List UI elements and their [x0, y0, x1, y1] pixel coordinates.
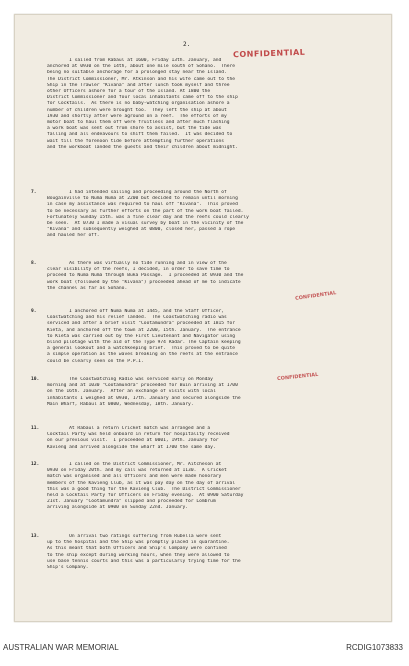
document-page — [14, 14, 392, 622]
text-line: for Cocktails. As there is no baby-watching organisation ashore a — [47, 101, 230, 107]
paragraph-number: 10. — [31, 377, 40, 382]
page-number: 2. — [183, 41, 191, 48]
text-line: Bougainville to Numa Numa at 2200 but decided to remain until morning — [47, 196, 238, 202]
paragraph-number: 9. — [31, 309, 37, 314]
text-line: held a Cocktail Party for Officers on Friday evening. At 0900 Saturday — [47, 493, 244, 499]
text-line: a work boat was sent out from shore to assist, but the tide was — [47, 126, 222, 132]
text-line: work boat (followed by the "Kivana") proceeded ahead of me to indicate — [47, 279, 241, 285]
text-line: morning and at 1030 "Cootamundra" proceeded for Buin arriving at 1700 — [47, 383, 238, 389]
text-line: on our previous visit. I proceeded at 0001, 19th. January for — [47, 438, 219, 444]
text-line: and hauled her off. — [47, 233, 100, 239]
text-line: On arrival two ratings suffering from Rubella were sent — [47, 534, 222, 539]
text-line: 0930 on Friday 20th. and my call was returned at 1130. A Cricket — [47, 468, 227, 474]
text-line: to Kieta was carried out by the First Lieutenant and Navigator using — [47, 333, 236, 339]
text-line: wait till the forenoon tide before attempting further operations — [47, 138, 225, 144]
text-line: to the ship except during working hours, when they were allowed to — [47, 552, 230, 558]
text-line: blind pilotage with the aid of the Type 974 Radar. The Captain keeping — [47, 340, 241, 346]
paragraph-number: 8. — [31, 261, 37, 266]
text-line: motor boat to haul them off were fruitless and after much flashing — [47, 120, 230, 126]
text-line: be seen. At 0730 I made a visual survey by boat in the vicinity of the — [47, 221, 244, 227]
text-line: As this meant that both Officers and Ship's Company were confined — [47, 546, 227, 552]
text-line: could be clearly seen on the P.P.I. — [47, 358, 144, 364]
text-line: being no suitable anchorage for a prolonged stay near the Island. — [47, 70, 227, 76]
text-line: Kavieng and arrived alongside the wharf at 1700 the same day. — [47, 444, 216, 450]
text-line: At Rabaul a return Cricket match was arranged and a — [47, 426, 211, 431]
text-line: 1930 and shortly after were aground on a reef. The efforts of my — [47, 113, 227, 119]
text-line: the channel as far as Sohano. — [47, 285, 128, 291]
text-line: a simple operation as the waves breaking on the reefs at the entrance — [47, 352, 238, 358]
paragraph — [31, 462, 377, 512]
text-line: and the workboat landed the guests and their children about midnight. — [47, 144, 238, 150]
paragraph — [31, 309, 377, 365]
text-line: up to the hospital and the Ship was promptly placed in quarantine. — [47, 540, 230, 546]
text-line: Main Wharf, Rabaul at 0800, Wednesday, 18th. January. — [47, 401, 194, 407]
paragraph — [31, 261, 377, 292]
text-line: this was a good thing for the Kavieng Club. The District Commissioner — [47, 486, 241, 492]
text-line: a general lookout and a watchkeeping brief. This proved to be quite — [47, 346, 236, 352]
paragraph — [47, 58, 377, 151]
text-line: falling and all endeavours to shift them failed. It was decided to — [47, 132, 233, 138]
text-line: number of children were brought too. They left the ship at about — [47, 107, 227, 113]
text-line: inhabitants I weighed at 0930, 17th. January and secured alongside the — [47, 395, 241, 401]
text-line: Coastwatching and his relief landed. The Coastwatching radio was — [47, 315, 227, 321]
text-line: in case my assistance was required to haul off "Kivana". This proved — [47, 202, 238, 208]
paragraph-number: 11. — [31, 426, 40, 431]
text-line: other Officers ashore for a tour of the Island. At 1800 the — [47, 89, 211, 95]
text-line: As there was virtually no tide running and in view of the — [47, 261, 227, 266]
text-line: clear visibility of the reefs, I decided, in order to save time to — [47, 267, 230, 273]
paragraph — [31, 534, 377, 571]
text-line: serviced and after a brief visit "Cootamundra" proceeded at 1815 for — [47, 321, 236, 327]
paragraph-number: 13. — [31, 534, 40, 539]
text-line: Cocktail Party was held onboard in return for hospitality received — [47, 432, 230, 438]
footer-record-id: RCDIG1073833 — [346, 643, 403, 652]
text-line: arriving alongside at 0900 on Sunday 22nd. January. — [47, 505, 189, 511]
text-line: members of the Kavieng Club, as it was pay day on the day of arrival — [47, 480, 236, 486]
paragraph — [31, 190, 377, 240]
paragraph-number: 7. — [31, 190, 37, 195]
text-line: Kieta, and anchored off the town at 2200, 15th. January. The entrance — [47, 327, 241, 333]
confidential-stamp: CONFIDENTIAL — [232, 47, 306, 60]
inline-stamp-2: CONFIDENTIAL — [276, 371, 319, 383]
text-line: match was organised and all Officers and men were made honorary — [47, 474, 222, 480]
text-line: Ship's Company. — [47, 565, 89, 571]
text-line: "Kivana" and subsequently weighed at 0800, closed her, passed a rope — [47, 227, 236, 233]
text-line: anchored at 0930 on the 14th, about one mile south of Sohano. There — [47, 64, 236, 70]
text-line: 21st. January "Cootamundra" slipped and proceeded for Lombrum — [47, 499, 216, 505]
inline-stamp-1: CONFIDENTIAL — [294, 290, 337, 302]
text-line: on the 16th. January. After an exchange of visits with local — [47, 389, 216, 395]
text-line: The Coastwatching Radio was serviced early on Monday — [47, 377, 213, 382]
text-line: The District Commissioner, Mr. Atkinson and his wife came out to the — [47, 76, 236, 82]
text-line: use base tennis courts and this was a particularly trying time for the — [47, 558, 241, 564]
text-line: Fortunately Sunday 15th. was a fine clear day and the reefs could clearly — [47, 214, 249, 220]
text-line: I anchored off Numa Numa at 1445, and the Staff Officer, — [47, 309, 225, 314]
footer-archive-name: AUSTRALIAN WAR MEMORIAL — [3, 643, 119, 652]
paragraph — [31, 426, 377, 451]
text-line: proceed to Numa Numa through Buka Passage. I proceeded at 0930 and the — [47, 273, 244, 279]
paragraph-number: 12. — [31, 462, 40, 467]
text-line: Ship in the Trawler "Kivana" and after lunch took myself and three — [47, 82, 230, 88]
text-line: I had intended sailing and proceeding around the North of — [47, 190, 227, 195]
text-line: District Commissioner and four local inhabitants came off to the ship — [47, 95, 238, 101]
text-line: to be necessary as further efforts on the part of the work boat failed. — [47, 208, 244, 214]
paragraph — [31, 377, 377, 408]
text-line: I sailed from Rabaul at 1600, Friday 13th. January, and — [47, 58, 222, 63]
text-line: I called on the District Commissioner, Mr. Aitcheson at — [47, 462, 222, 467]
